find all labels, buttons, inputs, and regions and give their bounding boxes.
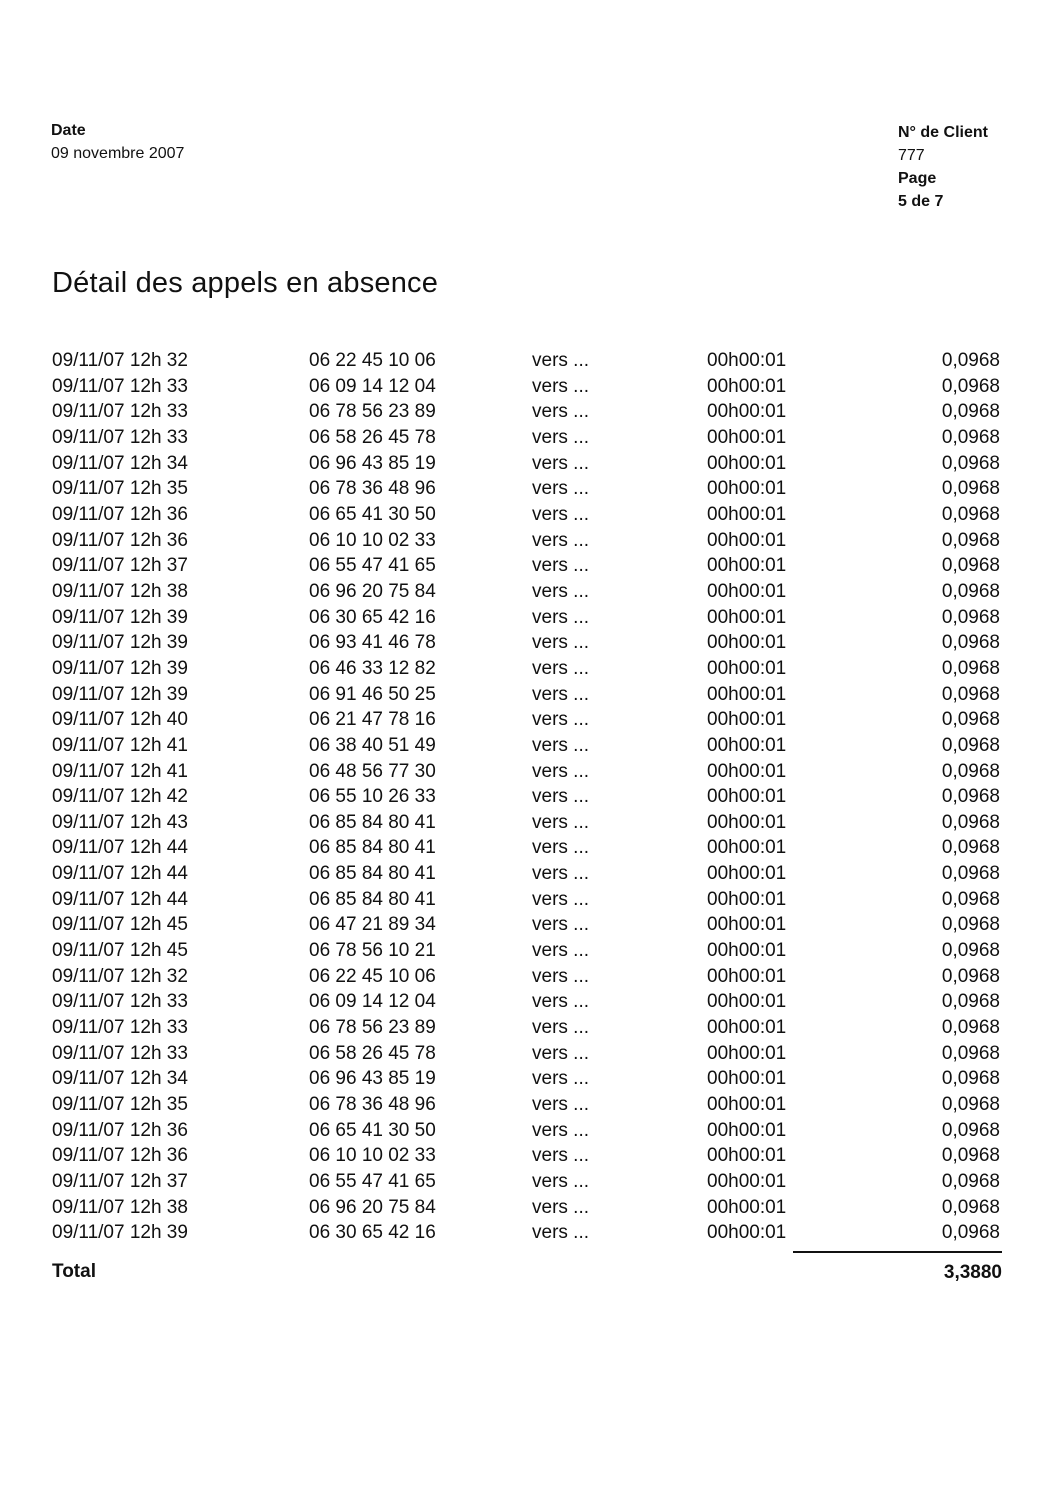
call-row	[52, 605, 1002, 631]
call-datetime: 09/11/07 12h 41	[52, 760, 188, 782]
call-cost: 0,0968	[941, 478, 1000, 500]
call-cost: 0,0968	[941, 529, 1000, 551]
call-number: 06 47 21 89 34	[309, 914, 436, 936]
call-cost: 0,0968	[941, 657, 1000, 679]
call-cost: 0,0968	[941, 734, 1000, 756]
call-direction: vers ...	[532, 350, 590, 371]
call-cost: 0,0968	[941, 991, 1000, 1013]
call-direction: vers ...	[532, 452, 590, 474]
call-duration: 00h00:01	[707, 863, 787, 885]
call-datetime: 09/11/07 12h 32	[52, 350, 188, 371]
call-cost: 0,0968	[941, 632, 1000, 654]
client-number-value: 777	[898, 147, 925, 164]
call-direction: vers ...	[532, 709, 590, 731]
call-duration: 00h00:01	[707, 991, 787, 1013]
call-datetime: 09/11/07 12h 41	[52, 734, 188, 756]
call-cost: 0,0968	[941, 888, 1000, 910]
call-direction: vers ...	[532, 991, 590, 1013]
call-row	[52, 425, 1002, 451]
call-row	[52, 1220, 1002, 1246]
call-datetime: 09/11/07 12h 42	[52, 786, 188, 808]
call-datetime: 09/11/07 12h 36	[52, 529, 188, 551]
call-duration: 00h00:01	[707, 401, 787, 423]
call-number: 06 10 10 02 33	[309, 529, 436, 551]
call-duration: 00h00:01	[707, 760, 787, 782]
call-datetime: 09/11/07 12h 35	[52, 478, 188, 500]
call-cost: 0,0968	[941, 1042, 1000, 1064]
call-duration: 00h00:01	[707, 1042, 787, 1064]
call-direction: vers ...	[532, 863, 590, 885]
call-row	[52, 682, 1002, 708]
call-row	[52, 1195, 1002, 1221]
call-cost: 0,0968	[941, 350, 1000, 371]
calls-list	[52, 348, 1002, 1246]
call-number: 06 78 56 23 89	[309, 401, 436, 423]
call-number: 06 96 43 85 19	[309, 1068, 436, 1090]
call-cost: 0,0968	[941, 940, 1000, 962]
call-cost: 0,0968	[941, 375, 1000, 397]
call-direction: vers ...	[532, 503, 590, 525]
call-row	[52, 630, 1002, 656]
call-duration: 00h00:01	[707, 375, 787, 397]
call-datetime: 09/11/07 12h 39	[52, 657, 188, 679]
call-cost: 0,0968	[941, 606, 1000, 628]
call-row	[52, 759, 1002, 785]
call-cost: 0,0968	[941, 452, 1000, 474]
call-row	[52, 810, 1002, 836]
call-number: 06 91 46 50 25	[309, 683, 436, 705]
call-duration: 00h00:01	[707, 1017, 787, 1039]
call-cost: 0,0968	[941, 709, 1000, 731]
call-duration: 00h00:01	[707, 657, 787, 679]
call-duration: 00h00:01	[707, 580, 787, 602]
call-row	[52, 938, 1002, 964]
call-cost: 0,0968	[941, 1017, 1000, 1039]
call-datetime: 09/11/07 12h 36	[52, 1145, 188, 1167]
call-number: 06 22 45 10 06	[309, 350, 436, 371]
call-datetime: 09/11/07 12h 39	[52, 632, 188, 654]
call-datetime: 09/11/07 12h 37	[52, 555, 188, 577]
call-cost: 0,0968	[941, 965, 1000, 987]
call-duration: 00h00:01	[707, 1145, 787, 1167]
call-number: 06 78 36 48 96	[309, 1094, 436, 1116]
call-datetime: 09/11/07 12h 33	[52, 401, 188, 423]
call-duration: 00h00:01	[707, 503, 787, 525]
call-duration: 00h00:01	[707, 811, 787, 833]
call-row	[52, 579, 1002, 605]
call-number: 06 58 26 45 78	[309, 426, 436, 448]
call-datetime: 09/11/07 12h 45	[52, 940, 188, 962]
call-direction: vers ...	[532, 1094, 590, 1116]
header-client-block	[898, 121, 988, 213]
call-datetime: 09/11/07 12h 34	[52, 1068, 188, 1090]
call-datetime: 09/11/07 12h 33	[52, 426, 188, 448]
call-direction: vers ...	[532, 1068, 590, 1090]
call-duration: 00h00:01	[707, 1171, 787, 1192]
call-direction: vers ...	[532, 478, 590, 500]
call-cost: 0,0968	[941, 426, 1000, 448]
call-direction: vers ...	[532, 1196, 590, 1218]
call-datetime: 09/11/07 12h 44	[52, 837, 188, 859]
call-duration: 00h00:01	[707, 1196, 787, 1218]
call-duration: 00h00:01	[707, 478, 787, 500]
call-row	[52, 502, 1002, 528]
call-direction: vers ...	[532, 786, 590, 808]
call-row	[52, 707, 1002, 733]
call-number: 06 85 84 80 41	[309, 837, 436, 859]
call-duration: 00h00:01	[707, 709, 787, 731]
call-cost: 0,0968	[941, 503, 1000, 525]
date-value: 09 novembre 2007	[51, 145, 185, 162]
call-direction: vers ...	[532, 1119, 590, 1141]
call-direction: vers ...	[532, 426, 590, 448]
call-number: 06 78 56 10 21	[309, 940, 436, 962]
call-duration: 00h00:01	[707, 837, 787, 859]
call-row	[52, 989, 1002, 1015]
call-row	[52, 1092, 1002, 1118]
call-direction: vers ...	[532, 401, 590, 423]
call-datetime: 09/11/07 12h 38	[52, 580, 188, 602]
call-duration: 00h00:01	[707, 529, 787, 551]
call-cost: 0,0968	[941, 1196, 1000, 1218]
call-duration: 00h00:01	[707, 965, 787, 987]
call-row	[52, 476, 1002, 502]
call-row	[52, 451, 1002, 477]
call-cost: 0,0968	[941, 1068, 1000, 1090]
call-number: 06 30 65 42 16	[309, 1222, 436, 1244]
call-cost: 0,0968	[941, 401, 1000, 423]
call-number: 06 85 84 80 41	[309, 863, 436, 885]
call-number: 06 09 14 12 04	[309, 375, 436, 397]
call-datetime: 09/11/07 12h 38	[52, 1196, 188, 1218]
call-datetime: 09/11/07 12h 45	[52, 914, 188, 936]
call-number: 06 65 41 30 50	[309, 1119, 436, 1141]
call-number: 06 55 47 41 65	[309, 555, 436, 577]
call-duration: 00h00:01	[707, 632, 787, 654]
call-number: 06 85 84 80 41	[309, 811, 436, 833]
client-number-label: N° de Client	[898, 124, 988, 141]
call-row	[52, 656, 1002, 682]
call-number: 06 85 84 80 41	[309, 888, 436, 910]
call-duration: 00h00:01	[707, 350, 787, 371]
call-duration: 00h00:01	[707, 606, 787, 628]
call-datetime: 09/11/07 12h 34	[52, 452, 188, 474]
call-row	[52, 399, 1002, 425]
call-number: 06 96 43 85 19	[309, 452, 436, 474]
call-cost: 0,0968	[941, 863, 1000, 885]
call-cost: 0,0968	[941, 683, 1000, 705]
call-direction: vers ...	[532, 580, 590, 602]
call-direction: vers ...	[532, 1042, 590, 1064]
call-duration: 00h00:01	[707, 1222, 787, 1244]
call-datetime: 09/11/07 12h 35	[52, 1094, 188, 1116]
call-row	[52, 784, 1002, 810]
call-direction: vers ...	[532, 529, 590, 551]
call-number: 06 93 41 46 78	[309, 632, 436, 654]
call-cost: 0,0968	[941, 837, 1000, 859]
call-direction: vers ...	[532, 1222, 590, 1244]
call-row	[52, 374, 1002, 400]
call-number: 06 10 10 02 33	[309, 1145, 436, 1167]
call-datetime: 09/11/07 12h 44	[52, 888, 188, 910]
call-datetime: 09/11/07 12h 33	[52, 1017, 188, 1039]
page-label: Page	[898, 170, 937, 187]
call-datetime: 09/11/07 12h 39	[52, 1222, 188, 1244]
page-value: 5 de 7	[898, 193, 944, 210]
call-direction: vers ...	[532, 734, 590, 756]
call-direction: vers ...	[532, 1017, 590, 1039]
total-value: 3,3880	[943, 1262, 1002, 1283]
call-number: 06 96 20 75 84	[309, 1196, 436, 1218]
call-duration: 00h00:01	[707, 888, 787, 910]
call-datetime: 09/11/07 12h 33	[52, 991, 188, 1013]
call-number: 06 78 56 23 89	[309, 1017, 436, 1039]
call-duration: 00h00:01	[707, 426, 787, 448]
call-row	[52, 861, 1002, 887]
call-datetime: 09/11/07 12h 36	[52, 1119, 188, 1141]
call-datetime: 09/11/07 12h 43	[52, 811, 188, 833]
date-label: Date	[51, 122, 86, 139]
call-direction: vers ...	[532, 683, 590, 705]
call-duration: 00h00:01	[707, 940, 787, 962]
call-direction: vers ...	[532, 837, 590, 859]
call-datetime: 09/11/07 12h 33	[52, 1042, 188, 1064]
call-direction: vers ...	[532, 940, 590, 962]
call-number: 06 48 56 77 30	[309, 760, 436, 782]
page-title: Détail des appels en absence	[52, 267, 439, 299]
call-datetime: 09/11/07 12h 39	[52, 606, 188, 628]
call-duration: 00h00:01	[707, 683, 787, 705]
call-duration: 00h00:01	[707, 786, 787, 808]
call-number: 06 58 26 45 78	[309, 1042, 436, 1064]
call-row	[52, 1041, 1002, 1067]
call-duration: 00h00:01	[707, 452, 787, 474]
call-row	[52, 1066, 1002, 1092]
call-cost: 0,0968	[941, 1145, 1000, 1167]
call-direction: vers ...	[532, 965, 590, 987]
call-number: 06 55 10 26 33	[309, 786, 436, 808]
call-number: 06 09 14 12 04	[309, 991, 436, 1013]
call-row	[52, 1143, 1002, 1169]
call-direction: vers ...	[532, 760, 590, 782]
call-cost: 0,0968	[941, 1171, 1000, 1192]
call-cost: 0,0968	[941, 580, 1000, 602]
call-datetime: 09/11/07 12h 37	[52, 1171, 188, 1192]
call-direction: vers ...	[532, 888, 590, 910]
call-direction: vers ...	[532, 606, 590, 628]
call-direction: vers ...	[532, 1171, 590, 1192]
call-row	[52, 835, 1002, 861]
call-number: 06 30 65 42 16	[309, 606, 436, 628]
call-duration: 00h00:01	[707, 734, 787, 756]
call-row	[52, 1015, 1002, 1041]
call-duration: 00h00:01	[707, 1094, 787, 1116]
call-cost: 0,0968	[941, 760, 1000, 782]
call-direction: vers ...	[532, 632, 590, 654]
total-rule	[793, 1251, 1002, 1253]
call-row	[52, 348, 1002, 374]
call-row	[52, 964, 1002, 990]
call-duration: 00h00:01	[707, 914, 787, 936]
call-datetime: 09/11/07 12h 32	[52, 965, 188, 987]
call-number: 06 78 36 48 96	[309, 478, 436, 500]
call-number: 06 46 33 12 82	[309, 657, 436, 679]
call-direction: vers ...	[532, 555, 590, 577]
call-datetime: 09/11/07 12h 33	[52, 375, 188, 397]
call-number: 06 21 47 78 16	[309, 709, 436, 731]
call-number: 06 38 40 51 49	[309, 734, 436, 756]
call-number: 06 55 47 41 65	[309, 1171, 436, 1192]
call-row	[52, 1118, 1002, 1144]
call-cost: 0,0968	[941, 1094, 1000, 1116]
call-datetime: 09/11/07 12h 40	[52, 709, 188, 731]
call-row	[52, 912, 1002, 938]
call-cost: 0,0968	[941, 811, 1000, 833]
call-cost: 0,0968	[941, 786, 1000, 808]
call-row	[52, 887, 1002, 913]
call-cost: 0,0968	[941, 914, 1000, 936]
call-row	[52, 528, 1002, 554]
call-row	[52, 733, 1002, 759]
call-number: 06 22 45 10 06	[309, 965, 436, 987]
call-cost: 0,0968	[941, 1119, 1000, 1141]
call-cost: 0,0968	[941, 555, 1000, 577]
call-number: 06 65 41 30 50	[309, 503, 436, 525]
call-direction: vers ...	[532, 657, 590, 679]
call-datetime: 09/11/07 12h 36	[52, 503, 188, 525]
call-direction: vers ...	[532, 811, 590, 833]
call-duration: 00h00:01	[707, 1119, 787, 1141]
call-datetime: 09/11/07 12h 44	[52, 863, 188, 885]
call-row	[52, 553, 1002, 579]
call-row	[52, 1169, 1002, 1195]
call-direction: vers ...	[532, 1145, 590, 1167]
call-direction: vers ...	[532, 914, 590, 936]
call-direction: vers ...	[532, 375, 590, 397]
call-cost: 0,0968	[941, 1222, 1000, 1244]
total-label: Total	[52, 1261, 96, 1282]
call-datetime: 09/11/07 12h 39	[52, 683, 188, 705]
call-duration: 00h00:01	[707, 1068, 787, 1090]
call-duration: 00h00:01	[707, 555, 787, 577]
call-number: 06 96 20 75 84	[309, 580, 436, 602]
header-date-block	[51, 119, 184, 165]
